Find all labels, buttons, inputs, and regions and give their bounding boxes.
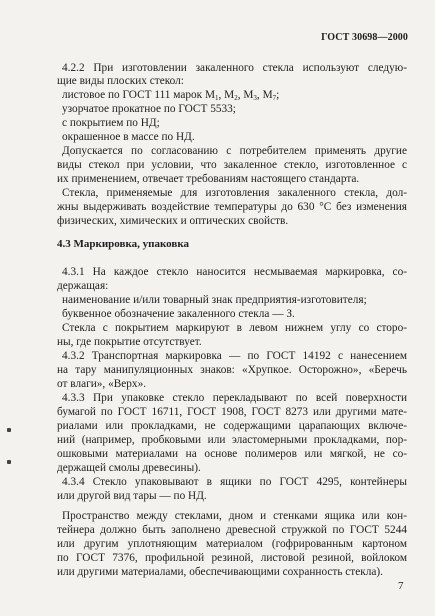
- text-line: ний (например, пробковыми или эластомерными прокладками, пор-: [57, 434, 407, 446]
- text-line: ны, где покрытие отсутствует.: [57, 336, 202, 348]
- text-line: или другим уплотняющим материалом (гофрированным картоном: [57, 538, 407, 550]
- text-line: окрашенное в массе по НД.: [62, 131, 195, 143]
- text-line: наименование и/или товарный знак предприятия-изготовителя;: [62, 294, 367, 306]
- text-line: 4.2.2 При изготовлении закаленного стекла используют следую-: [62, 62, 407, 74]
- text-line: тейнера должно быть заполнено древесной стружкой по ГОСТ 5244: [57, 524, 407, 536]
- text-line: буквенное обозначение закаленного стекла — З.: [62, 308, 295, 320]
- section-heading: 4.3 Маркировка, упаковка: [57, 238, 189, 250]
- text-line: или другой вид тары — по НД.: [57, 490, 207, 502]
- text-line: физических, химических и оптических свойств.: [57, 215, 289, 227]
- text-line: держащая:: [57, 280, 109, 292]
- text-line: от влаги», «Верх».: [57, 378, 147, 390]
- text-line: ошковыми материалами на основе полимеров или мягкой, не со-: [57, 448, 407, 460]
- document-code-header: ГОСТ 30698—2000: [321, 32, 408, 43]
- text-line: Стекла, применяемые для изготовления закаленного стекла, дол-: [62, 187, 407, 199]
- text-line: на тару манипуляционных знаков: «Хрупкое. Осторожно», «Беречь: [57, 364, 407, 376]
- text-line: 4.3.1 На каждое стекло наносится несмываемая маркировка, со-: [62, 266, 407, 278]
- text-line: по ГОСТ 7376, профильной резиной, листовой резиной, войлоком: [57, 552, 407, 564]
- text-line: бумагой по ГОСТ 16711, ГОСТ 1908, ГОСТ 8273 или другими мате-: [57, 406, 407, 418]
- text-line: Стекла с покрытием маркируют в левом нижнем углу со сторо-: [62, 322, 407, 334]
- text-line: 4.3.4 Стекло упаковывают в ящики по ГОСТ 4295, контейнеры: [62, 476, 407, 488]
- text-line: жны выдерживать воздействие температуры до 630 °С без изменения: [57, 201, 407, 213]
- text-line: 4.3.3 При упаковке стекло перекладывают по всей поверхности: [62, 392, 407, 404]
- text-line: или другими материалами, обеспечивающими сохранность стекла).: [57, 566, 383, 578]
- text-line: Допускается по согласованию с потребителем применять другие: [62, 145, 407, 157]
- text-line: 4.3.2 Транспортная маркировка — по ГОСТ 14192 с нанесением: [62, 350, 407, 362]
- text-line: держащей смолы древесины).: [57, 462, 201, 474]
- text-line: с покрытием по НД;: [62, 117, 160, 129]
- scan-mark: [7, 428, 11, 432]
- page-number: 7: [398, 580, 404, 592]
- text-line: щие виды плоских стекол:: [57, 75, 184, 87]
- scan-mark: [7, 460, 11, 464]
- text-line: их применением, отвечает требованиям настоящего стандарта.: [57, 173, 360, 185]
- text-line: Пространство между стеклами, дном и стенками ящика или кон-: [62, 510, 407, 522]
- sheet-glass-line: листовое по ГОСТ 111 марок $М_1$, $М_2$, $М_3$, $М_7$;: [62, 89, 280, 102]
- text-line: узорчатое прокатное по ГОСТ 5533;: [62, 103, 236, 115]
- text-line: виды стекол при условии, что закаленное стекло, изготовленное с: [57, 159, 407, 171]
- text-line: риалами или прокладками, не содержащими царапающих включе-: [57, 420, 407, 432]
